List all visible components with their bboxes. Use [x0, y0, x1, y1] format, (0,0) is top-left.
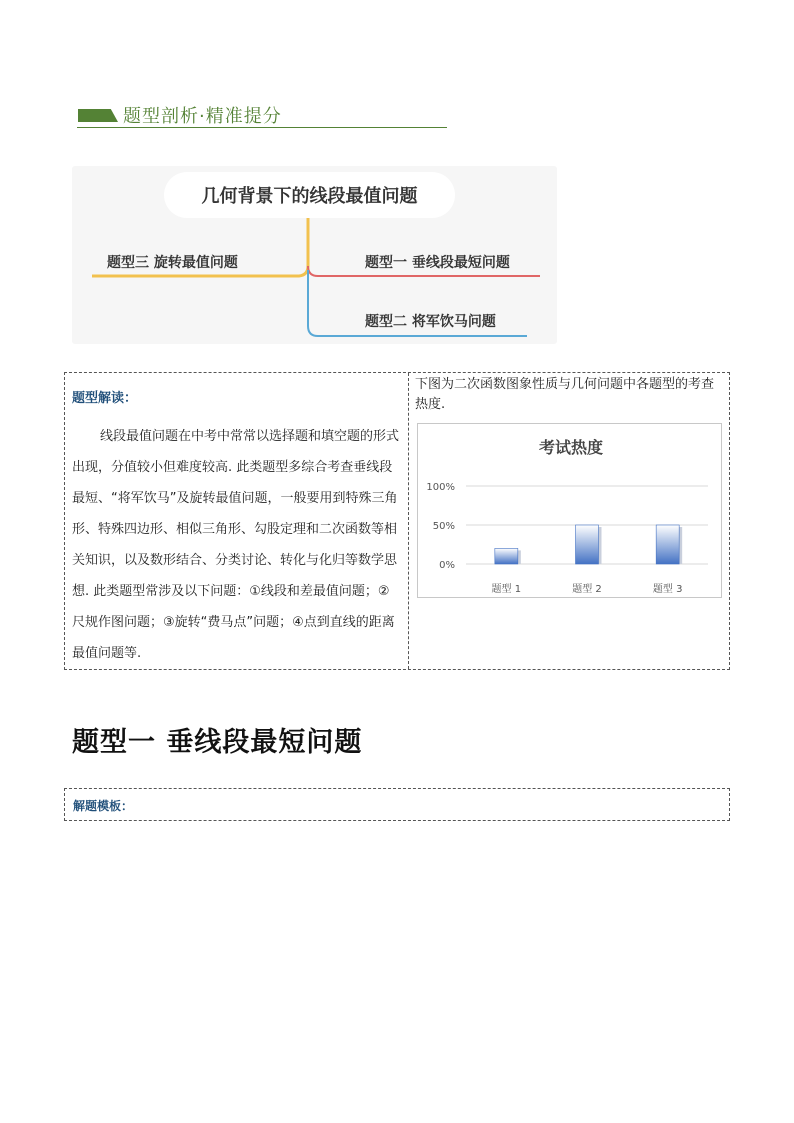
mindmap: [72, 166, 557, 344]
y-tick-label: 0%: [439, 560, 455, 571]
x-tick-label: 题型 2: [572, 584, 602, 595]
chart-caption: 下图为二次函数图象性质与几何问题中各题型的考查热度.: [415, 377, 715, 412]
mindmap-right-branch-1: 题型一 垂线段最短问题: [365, 255, 510, 271]
intro-divider: [408, 373, 409, 669]
y-tick-label: 50%: [432, 521, 455, 532]
intro-box: [64, 372, 730, 670]
x-tick-label: 题型 1: [491, 584, 522, 595]
section-header-rule: [77, 127, 447, 128]
section-header-title: 题型剖析·精准提分: [123, 106, 282, 127]
section-header: [77, 100, 447, 130]
heading-type-one: 题型一 垂线段最短问题: [72, 727, 363, 758]
template-box: [64, 788, 730, 821]
chart-title: 考试热度: [538, 438, 604, 457]
mindmap-right-branch-2: 题型二 将军饮马问题: [365, 314, 496, 330]
template-box-label: 解题模板：: [73, 799, 134, 813]
x-tick-label: 题型 3: [652, 584, 683, 595]
y-tick-label: 100%: [426, 482, 455, 493]
mindmap-center-topic: 几何背景下的线段最值问题: [164, 172, 455, 218]
section-header-bar: [78, 109, 118, 122]
bar: [495, 548, 518, 564]
chart-frame: [417, 423, 722, 598]
bar: [656, 525, 679, 564]
intro-label: 题型解读：: [72, 391, 138, 406]
bar: [576, 525, 599, 564]
bar-chart: [418, 424, 721, 597]
intro-text: 线段最值问题在中考中常常以选择题和填空题的形式出现，分值较小但难度较高. 此类题型多综合考查垂线段最短、“将军饮马”及旋转最值问题，一般要用到特殊三角形、特殊四边形、相似三角形、勾股定理和二次函数等相关知识，以及数形结合、分类讨论、转化与化归等数学思想. 此类题型常涉及以下问题：①线段和差最值问题；②尺规作图问题；③旋转“费马点”问题；④点到直线的距离最值问题等.: [72, 429, 400, 661]
mindmap-left-branch: 题型三 旋转最值问题: [107, 255, 238, 271]
